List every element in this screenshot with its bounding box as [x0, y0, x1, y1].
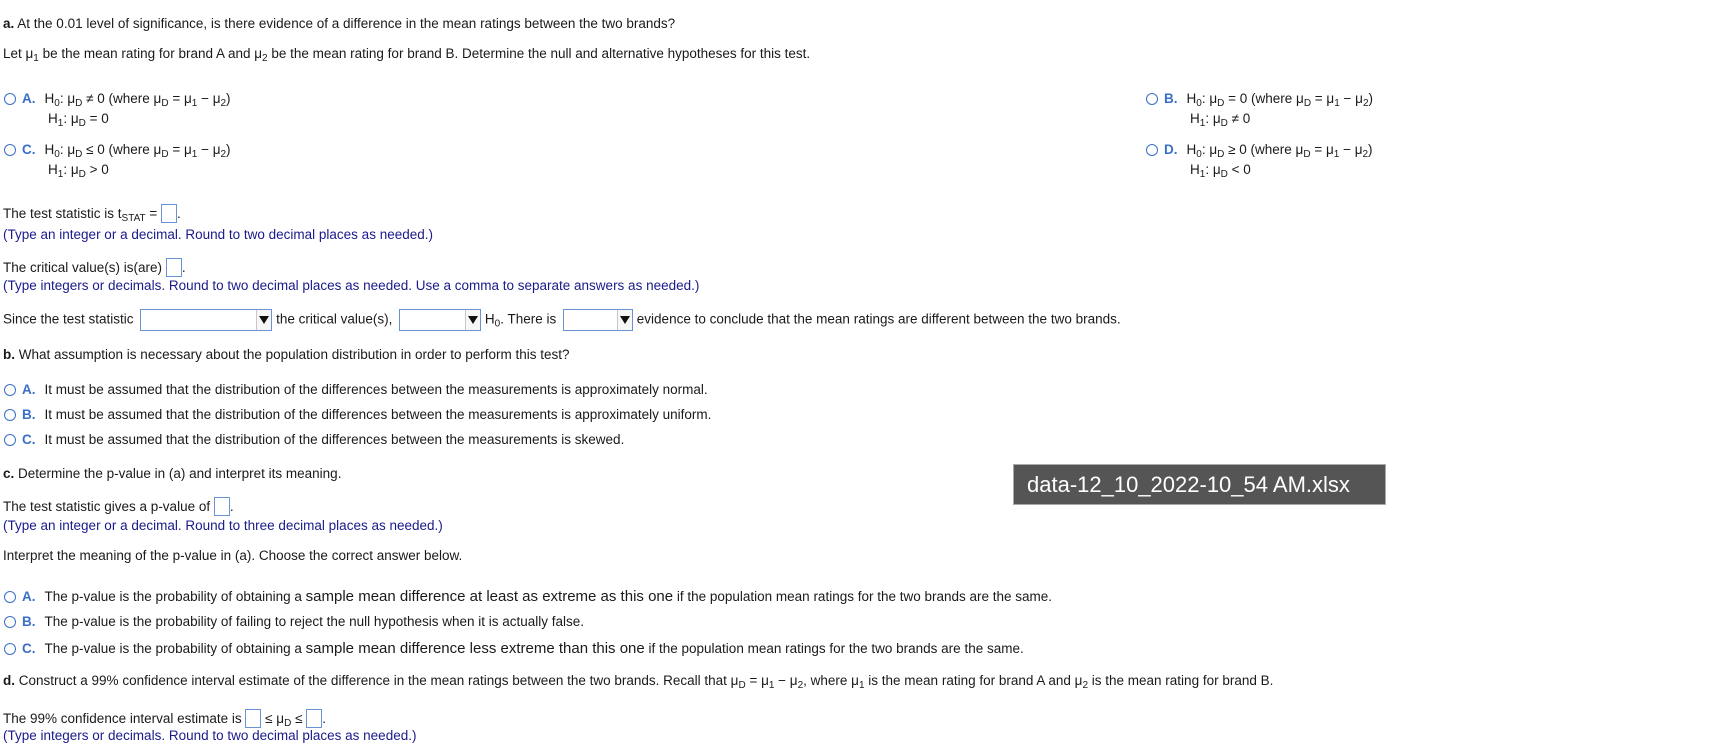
ci-line: The 99% confidence interval estimate is ≤ $\mu_D$ ≤ .	[3, 711, 327, 729]
part-c-question: c. Determine the p-value in (a) and interpret its meaning.	[3, 466, 342, 481]
pvalue-input[interactable]	[214, 497, 230, 516]
chevron-down-icon	[465, 310, 480, 330]
pvalue-line: The test statistic gives a p-value of .	[3, 499, 234, 514]
pvalue-note: (Type an integer or a decimal. Round to three decimal places as needed.)	[3, 518, 443, 533]
assumption-option-c[interactable]: C. It must be assumed that the distribution of the differences between the measurements is skewed.	[4, 432, 624, 447]
part-a-intro: Let $\mu_1$ be the mean rating for brand A and $\mu_2$ be the mean rating for brand B. Determine the null and alternative hypotheses for this test.	[3, 46, 811, 64]
radio-icon[interactable]	[4, 616, 16, 628]
part-b-question: b. What assumption is necessary about the population distribution in order to perform this test?	[3, 347, 570, 362]
radio-icon[interactable]	[4, 384, 16, 396]
radio-icon[interactable]	[4, 434, 16, 446]
ci-upper-input[interactable]	[306, 709, 322, 728]
tstat-line: The test statistic is $t_{STAT}$ = .	[3, 206, 181, 224]
file-tooltip	[1013, 464, 1386, 505]
critical-line: The critical value(s) is(are) .	[3, 260, 186, 275]
comparison-dropdown[interactable]	[140, 309, 272, 331]
decision-dropdown[interactable]	[399, 309, 481, 331]
critical-note: (Type integers or decimals. Round to two decimal places as needed. Use a comma to separate answers as needed.)	[3, 278, 700, 293]
radio-icon[interactable]	[4, 93, 16, 105]
tstat-input[interactable]	[161, 204, 177, 223]
hypothesis-option-a[interactable]: A. $H_0$: $\mu_D \ne 0$ (where $\mu_D = \mu_1 - \mu_2$) $H_1$: $\mu_D = 0$	[4, 91, 231, 126]
tstat-note: (Type an integer or a decimal. Round to two decimal places as needed.)	[3, 227, 433, 242]
evidence-dropdown[interactable]	[563, 309, 633, 331]
part-a-question: a. At the 0.01 level of significance, is there evidence of a difference in the mean ratings between the two brands?	[3, 16, 676, 31]
part-d-question: d. Construct a 99% confidence interval estimate of the difference in the mean ratings between the two brands. Recall that $\mu_D = \mu_1 - \mu_2$, where $\mu_1$ is the mean rating for brand A and $\mu_2$ is the mean rating for brand B.	[3, 673, 1274, 691]
ci-lower-input[interactable]	[245, 709, 261, 728]
hypothesis-option-b[interactable]: B. $H_0$: $\mu_D = 0$ (where $\mu_D = \mu_1 - \mu_2$) $H_1$: $\mu_D \ne 0$	[1146, 91, 1373, 126]
chevron-down-icon	[256, 310, 271, 330]
critical-value-input[interactable]	[166, 258, 182, 277]
radio-icon[interactable]	[4, 409, 16, 421]
hypothesis-option-d[interactable]: D. $H_0$: $\mu_D \ge 0$ (where $\mu_D = \mu_1 - \mu_2$) $H_1$: $\mu_D < 0$	[1146, 142, 1373, 177]
radio-icon[interactable]	[4, 144, 16, 156]
radio-icon[interactable]	[4, 591, 16, 603]
interpret-prompt: Interpret the meaning of the p-value in (a). Choose the correct answer below.	[3, 548, 463, 563]
radio-icon[interactable]	[1146, 93, 1158, 105]
file-tooltip-text: data-12_10_2022-10_54 AM.xlsx	[1027, 471, 1350, 497]
ci-note: (Type integers or decimals. Round to two decimal places as needed.)	[3, 728, 417, 743]
pvalue-option-b[interactable]: B. The p-value is the probability of failing to reject the null hypothesis when it is actually false.	[4, 614, 584, 629]
assumption-option-a[interactable]: A. It must be assumed that the distribution of the differences between the measurements is approximately normal.	[4, 382, 708, 397]
radio-icon[interactable]	[1146, 144, 1158, 156]
hypothesis-option-c[interactable]: C. $H_0$: $\mu_D \le 0$ (where $\mu_D = \mu_1 - \mu_2$) $H_1$: $\mu_D > 0$	[4, 142, 231, 177]
pvalue-option-a[interactable]: A. The p-value is the probability of obtaining a sample mean difference at least as extreme as this one if the population mean ratings for the two brands are the same.	[4, 588, 1052, 605]
pvalue-option-c[interactable]: C. The p-value is the probability of obtaining a sample mean difference less extreme than this one if the population mean ratings for the two brands are the same.	[4, 640, 1024, 657]
radio-icon[interactable]	[4, 643, 16, 655]
chevron-down-icon	[617, 310, 632, 330]
conclusion-line: Since the test statistic the critical value(s), $H_0$. There is evidence to conclude that the mean ratings are different between the two brands.	[3, 309, 1121, 331]
assumption-option-b[interactable]: B. It must be assumed that the distribution of the differences between the measurements is approximately uniform.	[4, 407, 711, 422]
